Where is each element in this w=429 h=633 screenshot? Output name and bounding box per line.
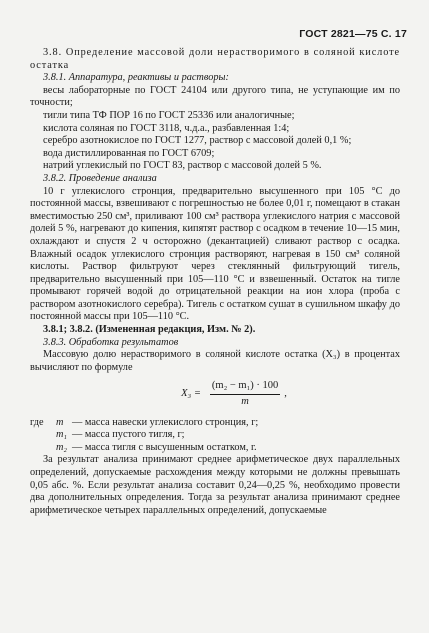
legend-text: — масса пустого тигля, г; [72,429,185,441]
equipment-crucibles: тигли типа ТФ ПОР 16 по ГОСТ 25336 или аналогичные; [43,109,295,121]
section-3-8-1-heading: 3.8.1. Аппаратура, реактивы и растворы: [43,72,229,84]
equipment-scales: весы лабораторные по ГОСТ 24104 или другого типа, не уступающие им по точности; [30,84,400,109]
section-3-8-3-heading: 3.8.3. Обработка результатов [43,336,179,348]
reagent-silver-nitrate: серебро азотнокислое по ГОСТ 1277, раствор с массовой долей 0,1 %; [43,135,352,147]
section-3-8-2-heading: 3.8.2. Проведение анализа [43,172,157,184]
reagent-hcl: кислота соляная по ГОСТ 3118, ч.д.а., разбавленная 1:4; [43,122,290,134]
formula-denominator: m [241,396,249,408]
formula-fraction [210,380,280,408]
legend-row [30,429,400,442]
formula-x3 [68,380,400,408]
legend-text: — масса навески углекислого стронция, г; [72,416,259,428]
legend-symbol: m₂ [56,441,68,453]
result-paragraph: За результат анализа принимают среднее арифметическое двух параллельных определений, допускаемые расхождения между которыми не должны превышать 0,05 абс. %. Если результат анализа составит 0,24—0,25 %, необходимо провести два дополнительных определения. Тогда за результат анализа принимают среднее арифметическое четырех параллельных определений, допускаемые [30,454,400,516]
legend-symbol: m₁ [56,429,68,441]
formula-lhs: X₃ = [181,388,201,400]
legend-row [30,417,400,430]
document-body [30,47,400,517]
legend-symbol: m [56,416,64,428]
legend-prefix: где [30,416,44,428]
page-header: ГОСТ 2821—75 С. 17 [299,28,407,40]
calculation-intro: Массовую долю нерастворимого в соляной кислоте остатка (X₃) в процентах вычисляют по формуле [30,349,400,373]
section-3-8-title: 3.8. Определение массовой доли нерастворимого в соляной кислоте остатка [30,47,400,71]
edition-note: 3.8.1; 3.8.2. (Измененная редакция, Изм. № 2). [43,324,256,336]
variable-legend [30,417,400,455]
legend-text: — масса тигля с высушенным остатком, г. [72,441,257,453]
legend-row [30,442,400,455]
analysis-procedure: 10 г углекислого стронция, предварительно высушенного при 105 °С до постоянной массы, взвешивают с погрешностью не более 0,01 г, помещают в стакан вместимостью 250 см³, приливают 100 см³ раствора углекислого натрия с массовой долей 5 %, нагревают до кипения, кипятят раствор с осадком в течение 10—15 мин, охлаждают и спустя 2 ч осторожно (декантацией) сливают раствор с осадка. Влажный осадок углекислого стронция растворяют, нагревая в 150 см³ соляной кислоты. Раствор фильтруют через стеклянный фильтрующий тигель, предварительно высушенный при 105—110 °С и взвешенный. Остаток на тигле промывают горячей водой до отрицательной реакции на ион хлора (проба с раствором азотнокислого серебра). Тигель с остатком сушат в сушильном шкафу до постоянной массы при 105—110 °С. [30,185,400,323]
reagent-water: вода дистиллированная по ГОСТ 6709; [43,147,215,159]
formula-tail: , [284,388,287,400]
reagent-sodium-carbonate: натрий углекислый по ГОСТ 83, раствор с массовой долей 5 %. [43,160,322,172]
formula-numerator: (m₂ − m₁) · 100 [210,380,280,395]
